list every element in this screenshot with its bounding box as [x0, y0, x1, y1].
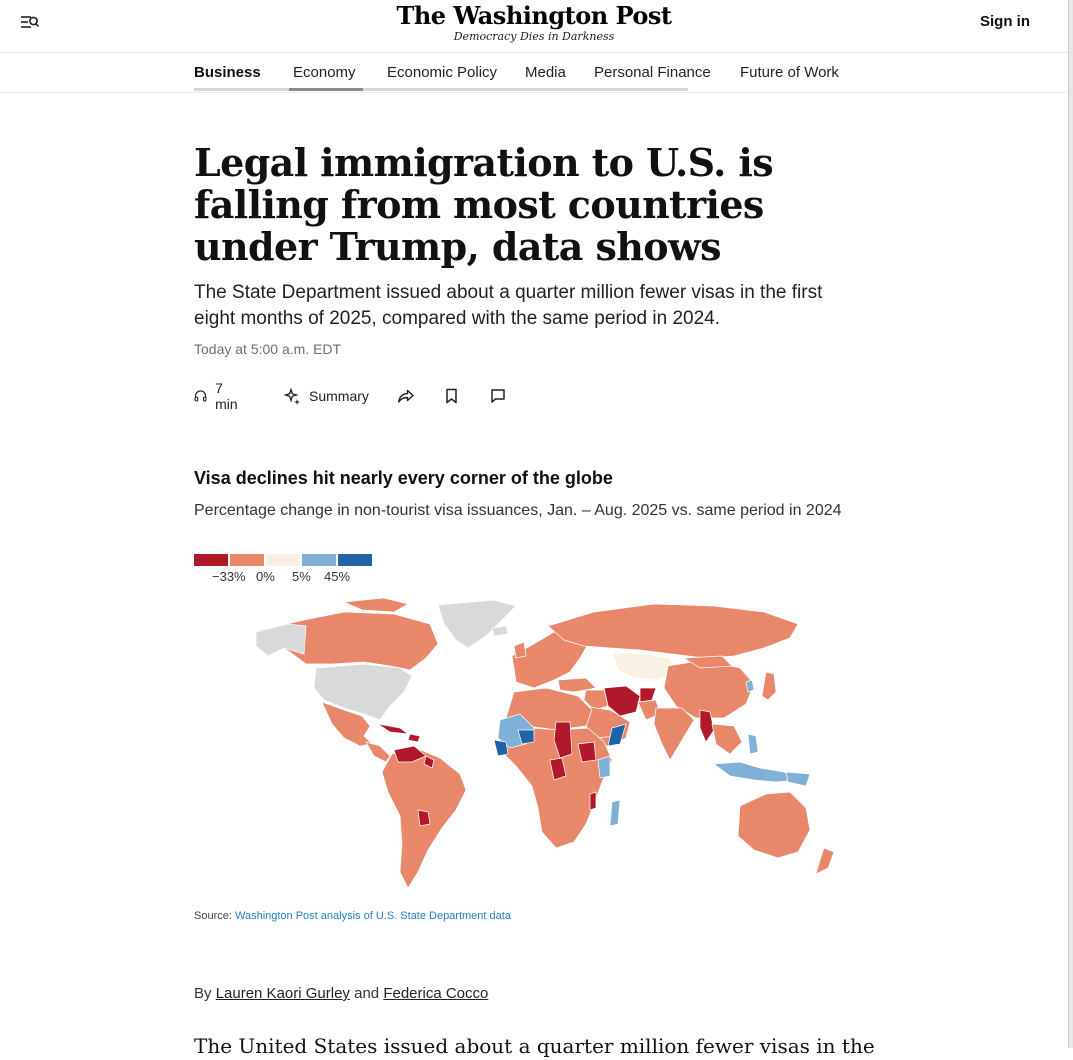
nav-scroll-thumb[interactable] — [289, 88, 363, 91]
map-region-papua[interactable] — [786, 772, 810, 786]
article-timestamp: Today at 5:00 a.m. EDT — [194, 341, 342, 357]
source-link[interactable]: Washington Post analysis of U.S. State Department data — [234, 910, 511, 922]
legend-label-min: −33% — [212, 569, 246, 584]
map-region-kazakhstan[interactable] — [612, 652, 674, 680]
source-label: Source: — [194, 910, 232, 922]
map-region-southeast-asia[interactable] — [712, 724, 742, 754]
share-icon — [397, 388, 415, 404]
page-scrollbar[interactable] — [1068, 0, 1073, 1048]
map-region-philippines[interactable] — [748, 734, 758, 754]
map-region-afghanistan[interactable] — [640, 688, 656, 702]
section-nav — [0, 53, 1068, 93]
map-region-japan[interactable] — [762, 672, 776, 700]
map-region-iceland[interactable] — [492, 626, 508, 636]
nav-item-media[interactable]: Media — [525, 64, 566, 81]
nav-item-personal-finance[interactable]: Personal Finance — [594, 64, 711, 81]
legend-label-five: 5% — [292, 569, 311, 584]
legend-label-max: 45% — [324, 569, 351, 584]
map-region-senegal[interactable] — [494, 740, 508, 756]
legend-swatch-3 — [266, 554, 300, 566]
summary-button[interactable] — [284, 384, 369, 408]
map-region-indonesia[interactable] — [714, 762, 798, 782]
listen-button[interactable] — [194, 380, 242, 412]
headphones-icon — [194, 388, 207, 404]
author-link-2[interactable]: Federica Cocco — [383, 985, 489, 1002]
article-headline: Legal immigration to U.S. is falling from most countries under Trump, data shows — [194, 140, 774, 269]
map-region-india[interactable] — [654, 708, 694, 760]
site-tagline: Democracy Dies in Darkness — [453, 30, 615, 43]
byline-prefix: By — [194, 985, 212, 1002]
bookmark-icon — [445, 388, 458, 404]
site-header — [0, 0, 1068, 53]
nav-item-economy[interactable]: Economy — [293, 64, 356, 81]
map-subtitle: Percentage change in non-tourist visa issuances, Jan. – Aug. 2025 vs. same period in 2024 — [194, 502, 842, 519]
map-region-central-america[interactable] — [366, 742, 390, 762]
legend-swatch-5 — [338, 554, 372, 566]
nav-item-future-of-work[interactable]: Future of Work — [740, 64, 839, 81]
share-button[interactable] — [397, 384, 415, 408]
nav-scroll-track[interactable] — [194, 88, 688, 91]
author-link-1[interactable]: Lauren Kaori Gurley — [215, 985, 350, 1002]
map-region-greenland[interactable] — [438, 600, 516, 648]
map-region-mozambique[interactable] — [590, 792, 596, 810]
byline-join: and — [354, 985, 380, 1002]
legend-swatch-2 — [230, 554, 264, 566]
legend-swatch-4 — [302, 554, 336, 566]
map-region-haiti[interactable] — [408, 734, 420, 742]
nav-item-business[interactable]: Business — [194, 64, 261, 81]
site-logo[interactable]: The Washington Post — [396, 1, 672, 30]
map-region-paraguay[interactable] — [418, 810, 430, 826]
map-source — [194, 909, 511, 923]
world-choropleth-map[interactable] — [194, 596, 866, 896]
map-region-cuba[interactable] — [378, 724, 408, 734]
sign-in-button[interactable]: Sign in — [980, 13, 1030, 30]
map-region-arctic-islands[interactable] — [344, 598, 408, 612]
comments-button[interactable] — [490, 384, 506, 408]
map-region-new-zealand[interactable] — [816, 848, 834, 874]
masthead[interactable] — [0, 0, 1068, 43]
map-region-russia[interactable] — [548, 604, 798, 658]
listen-duration: 7 min — [215, 380, 238, 412]
map-region-alaska[interactable] — [256, 624, 306, 656]
article-dek: The State Department issued about a quarter million fewer visas in the first eight months of 2025, compared with the same period in 2024. — [194, 282, 823, 329]
nav-item-economic-policy[interactable]: Economic Policy — [387, 64, 498, 81]
map-region-australia[interactable] — [738, 792, 810, 858]
legend-swatch-1 — [194, 554, 228, 566]
sparkle-icon — [284, 388, 301, 405]
comment-icon — [490, 388, 506, 404]
map-region-madagascar[interactable] — [610, 800, 620, 826]
map-region-uk[interactable] — [514, 642, 526, 658]
map-title: Visa declines hit nearly every corner of the globe — [194, 468, 613, 488]
legend-label-zero: 0% — [256, 569, 275, 584]
bookmark-button[interactable] — [445, 384, 458, 408]
byline — [194, 984, 488, 1004]
map-region-east-africa[interactable] — [598, 756, 610, 778]
summary-label: Summary — [309, 388, 369, 404]
article-body-first-paragraph: The United States issued about a quarter million fewer visas in the — [194, 1034, 875, 1058]
